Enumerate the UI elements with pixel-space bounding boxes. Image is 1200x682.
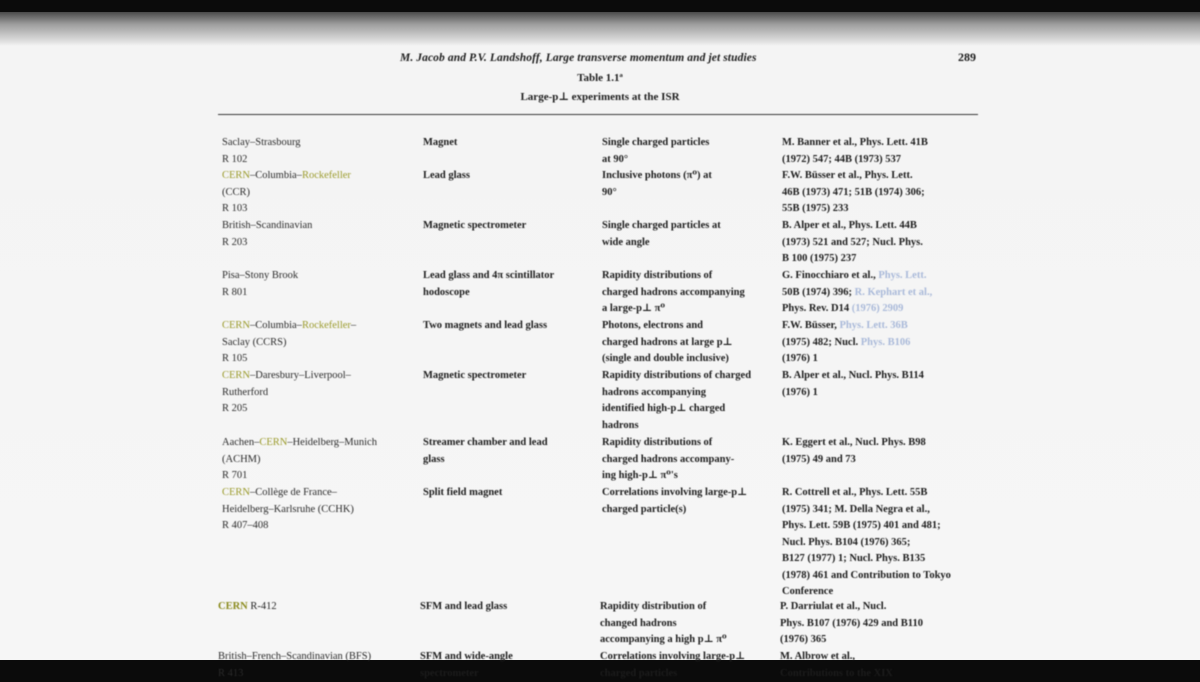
reference-cell [782, 435, 987, 468]
experiment-cell [222, 435, 418, 485]
text-run: B. Alper et al., Nucl. Phys. B114 (1976) 1 [782, 370, 924, 398]
text-run: Phys. Lett. [878, 270, 927, 281]
running-head: M. Jacob and P.V. Landshoff, Large transverse momentum and jet studies [400, 52, 757, 64]
experiment-cell [222, 368, 418, 418]
reference-cell [780, 599, 985, 649]
measurement-cell: Rapidity distributions of charged hadrons accompanying a large-p⊥ π⁰ [602, 270, 745, 314]
text-run: CERN [222, 320, 251, 331]
apparatus-cell: Lead glass [423, 170, 470, 181]
measurement-cell: Rapidity distributions of charged hadrons accompany- ing high-p⊥ π⁰'s [602, 437, 735, 481]
experiment-cell [222, 218, 418, 251]
experiment-cell [222, 168, 418, 218]
reference-cell [782, 318, 987, 368]
text-run: R-412 [247, 601, 277, 612]
text-run: Rockefeller [301, 320, 351, 331]
apparatus-cell: Split field magnet [423, 487, 503, 498]
measurement-cell: Correlations involving large-p⊥ charged particles [600, 651, 746, 679]
text-run: Saclay–Strasbourg R 102 [222, 137, 301, 165]
page-number: 289 [958, 50, 976, 64]
table-title: Large-p⊥ experiments at the ISR [520, 91, 680, 103]
experiment-cell [222, 485, 418, 535]
measurement-cell: Rapidity distributions of charged hadrons accompanying identified high-p⊥ charged hadrons [602, 370, 752, 431]
reference-cell [782, 485, 987, 601]
apparatus-cell: Magnetic spectrometer [423, 220, 527, 231]
text-run: –Daresbury–Liverpool– Rutherford R 205 [222, 370, 351, 414]
text-run: British–French–Scandinavian (BFS) R 413 [218, 651, 372, 679]
text-run: F.W. Büsser, [782, 320, 840, 331]
apparatus-cell: SFM and wide-angle spectrometer [420, 651, 513, 679]
text-run: Phys. Lett. 36B [839, 320, 908, 331]
text-run: F.W. Büsser et al., Phys. Lett. 46B (1973) 471; 51B (1974) 306; 55B (1975) 233 [782, 170, 925, 214]
experiment-cell [218, 649, 414, 682]
experiment-cell [222, 318, 418, 368]
measurement-cell: Single charged particles at 90° [602, 137, 710, 165]
experiment-cell [222, 268, 418, 301]
measurement-cell: Inclusive photons (π⁰) at 90° [602, 170, 712, 198]
text-run: (CCR) R 103 [222, 186, 251, 214]
text-run: K. Eggert et al., Nucl. Phys. B98 (1975) 49 and 73 [782, 437, 926, 465]
measurement-cell: Single charged particles at wide angle [602, 220, 721, 248]
text-run: (1976) 2909 [851, 303, 904, 314]
apparatus-cell: Magnet [423, 137, 458, 148]
table-number: Table 1.1ª [577, 72, 623, 84]
text-run: (1976) 1 [782, 353, 818, 364]
text-run: –Collège de France– Heidelberg–Karlsruhe (CCHK) R 407–408 [222, 487, 354, 531]
text-run: CERN [222, 370, 251, 381]
reference-cell [782, 135, 987, 168]
text-run: M. Banner et al., Phys. Lett. 41B (1972) 547; 44B (1973) 537 [782, 137, 928, 165]
text-run: Aachen– [222, 437, 260, 448]
reference-cell [782, 268, 987, 318]
apparatus-cell: Two magnets and lead glass [423, 320, 548, 331]
text-run: Phys. Rev. D14 [782, 303, 850, 314]
apparatus-cell: Lead glass and 4π scintillator hodoscope [423, 270, 555, 298]
text-run: 50B (1974) 396; [782, 286, 852, 298]
text-run: CERN [222, 170, 251, 181]
text-run: (1975) 482; Nucl. [782, 336, 859, 348]
measurement-cell: Correlations involving large-p⊥ charged particle(s) [602, 487, 748, 515]
text-run: –Columbia– [250, 170, 302, 181]
document-page [210, 42, 990, 682]
text-run: G. Finocchiaro et al., [782, 270, 879, 281]
text-run: CERN [222, 487, 251, 498]
text-run: British–Scandinavian R 203 [222, 220, 313, 248]
text-run: P. Darriulat et al., Nucl. Phys. B107 (1976) 429 and B110 (1976) 365 [780, 601, 923, 645]
text-run: CERN [259, 437, 288, 448]
text-run: B. Alper et al., Phys. Lett. 44B (1973) 521 and 527; Nucl. Phys. B 100 (1975) 237 [782, 220, 923, 264]
measurement-cell: Photons, electrons and charged hadrons at large p⊥ (single and double inclusive) [602, 320, 733, 364]
text-run: R. Cottrell et al., Phys. Lett. 55B (1975) 341; M. Della Negra et al., Phys. Lett. 59B (1975) 401 and 481; Nucl. Phys. B104 (1976) 365; B127 (1977) 1; Nucl. Phys. B135 (1978) 461 and Contribution to Tokyo Conference [782, 487, 951, 597]
reference-cell [782, 168, 987, 218]
text-run: Pisa–Stony Brook R 801 [222, 270, 299, 298]
measurement-cell: Rapidity distribution of changed hadrons accompanying a high p⊥ π⁰ [600, 601, 727, 645]
apparatus-cell: Streamer chamber and lead glass [423, 437, 548, 465]
text-run: M. Albrow et al., Contributions to the XIX [780, 651, 893, 679]
text-run: –Heidelberg–Munich (ACHM) R 701 [222, 437, 377, 481]
experiment-cell [218, 599, 414, 616]
text-run: Phys. B106 [860, 336, 911, 348]
apparatus-cell: Magnetic spectrometer [423, 370, 527, 381]
text-run: Rockefeller [301, 170, 351, 181]
reference-cell [782, 218, 987, 268]
text-run: R. Kephart et al., [854, 286, 933, 298]
experiment-cell [222, 135, 418, 168]
reference-cell [782, 368, 987, 401]
table-top-rule [218, 114, 978, 115]
video-frame [0, 12, 1200, 679]
apparatus-cell: SFM and lead glass [420, 601, 508, 612]
text-run: – Saclay (CCRS) R 105 [222, 320, 357, 364]
reference-cell [780, 649, 985, 682]
text-run: CERN [218, 601, 248, 612]
text-run: –Columbia– [250, 320, 302, 331]
